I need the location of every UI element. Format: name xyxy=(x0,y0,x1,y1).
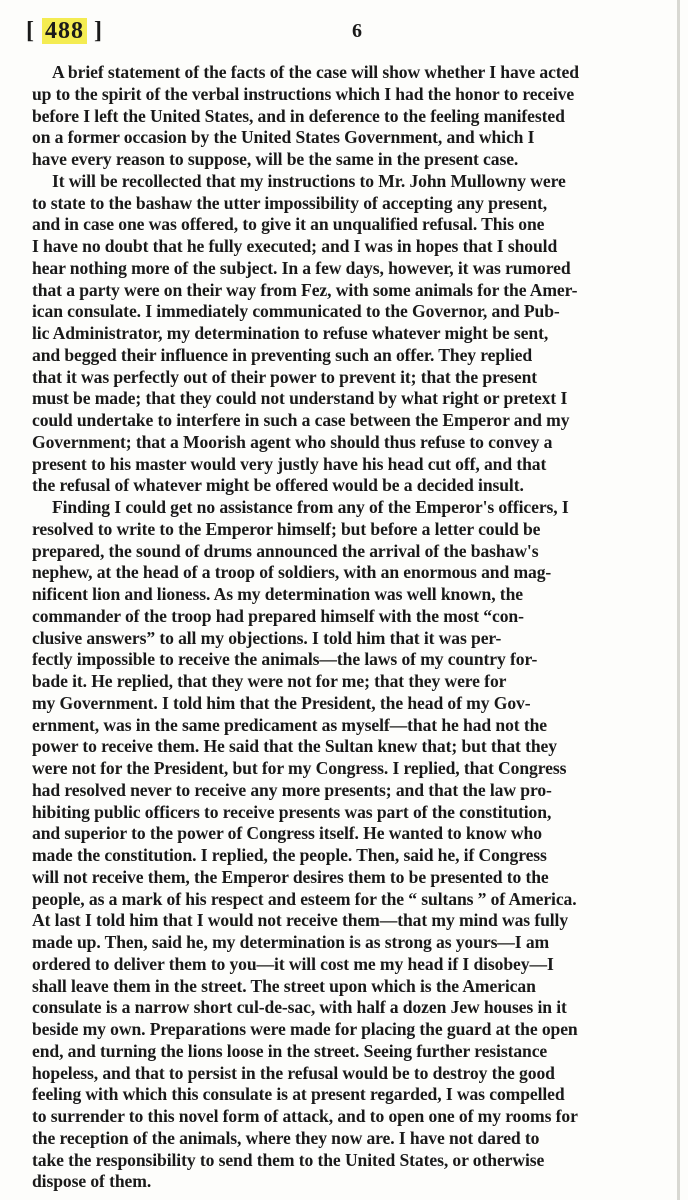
text-line: nephew, at the head of a troop of soldiers, with an enormous and mag- xyxy=(32,562,552,583)
text-line: It will be recollected that my instructions to Mr. John Mullowny were xyxy=(52,170,566,191)
text-line: people, as a mark of his respect and esteem for the “ sultans ” of America. xyxy=(32,888,577,909)
text-line: my Government. I told him that the President, the head of my Gov- xyxy=(32,692,531,713)
text-line: on a former occasion by the United States Government, and which I xyxy=(32,127,535,148)
text-line: and superior to the power of Congress itself. He wanted to know who xyxy=(32,823,542,844)
text-line: bade it. He replied, that they were not for me; that they were for xyxy=(32,671,507,691)
text-line: to state to the bashaw the utter impossibility of accepting any present, xyxy=(32,192,548,213)
text-line: resolved to write to the Emperor himself; but before a letter could be xyxy=(32,518,541,539)
text-line: must be made; that they could not understand by what right or pretext I xyxy=(32,388,568,409)
text-line: that it was perfectly out of their power to prevent it; that the present xyxy=(32,366,538,387)
text-line: At last I told him that I would not receive them—that my mind was fully xyxy=(32,910,569,931)
text-line: dispose of them. xyxy=(32,1171,152,1192)
text-line: up to the spirit of the verbal instructions which I had the honor to receive xyxy=(32,83,575,104)
bracket-open: [ xyxy=(26,18,42,44)
page-number: 6 xyxy=(352,20,362,42)
text-line: take the responsibility to send them to the United States, or otherwise xyxy=(32,1149,545,1170)
text-line: have every reason to suppose, will be the same in the present case. xyxy=(32,149,519,169)
bracket-close: ] xyxy=(87,18,103,44)
text-line: present to his master would very justly have his head cut off, and that xyxy=(32,453,547,474)
text-line: ordered to deliver them to you—it will cost me my head if I disobey—I xyxy=(32,953,554,974)
text-line: prepared, the sound of drums announced the arrival of the bashaw's xyxy=(32,540,539,561)
text-line: feeling with which this consulate is at present regarded, I was compelled xyxy=(32,1084,565,1105)
text-line: clusive answers” to all my objections. I told him that it was per- xyxy=(32,627,502,648)
text-line: consulate is a narrow short cul-de-sac, with half a dozen Jew houses in it xyxy=(32,997,567,1018)
document-number-highlight: 488 xyxy=(42,18,87,44)
text-line: to surrender to this novel form of attack, and to open one of my rooms for xyxy=(32,1106,578,1126)
text-line: hopeless, and that to persist in the refusal would be to destroy the good xyxy=(32,1062,555,1083)
text-line: will not receive them, the Emperor desires them to be presented to the xyxy=(32,866,549,887)
text-line: I have no doubt that he fully executed; and I was in hopes that I should xyxy=(32,236,558,256)
text-line: made up. Then, said he, my determination is as strong as yours—I am xyxy=(32,932,550,952)
text-line: end, and turning the lions loose in the street. Seeing further resistance xyxy=(32,1040,548,1061)
text-line: commander of the troop had prepared himself with the most “con- xyxy=(32,605,524,626)
text-line: that a party were on their way from Fez, with some animals for the Amer- xyxy=(32,279,578,300)
text-line: and in case one was offered, to give it an unqualified refusal. This one xyxy=(32,214,545,235)
text-line: had resolved never to receive any more presents; and that the law pro- xyxy=(32,779,552,800)
text-line: power to receive them. He said that the Sultan knew that; but that they xyxy=(32,736,557,757)
text-line: were not for the President, but for my Congress. I replied, that Congress xyxy=(32,758,567,778)
body-text xyxy=(32,62,680,1193)
text-line: shall leave them in the street. The street upon which is the American xyxy=(32,975,536,996)
text-line: nificent lion and lioness. As my determination was well known, the xyxy=(32,584,523,604)
text-line: and begged their influence in preventing such an offer. They replied xyxy=(32,344,533,365)
text-line: Government; that a Moorish agent who should thus refuse to convey a xyxy=(32,431,553,452)
document-number xyxy=(26,18,103,45)
text-line: lic Administrator, my determination to refuse whatever might be sent, xyxy=(32,323,549,343)
text-line: fectly impossible to receive the animals—the laws of my country for- xyxy=(32,649,538,670)
text-line: could undertake to interfere in such a case between the Emperor and my xyxy=(32,410,570,430)
text-line: the refusal of whatever might be offered would be a decided insult. xyxy=(32,475,524,496)
text-line: before I left the United States, and in deference to the feeling manifested xyxy=(32,105,565,126)
text-line: the reception of the animals, where they now are. I have not dared to xyxy=(32,1127,540,1148)
text-line: made the constitution. I replied, the people. Then, said he, if Congress xyxy=(32,845,547,865)
page-header xyxy=(0,18,688,52)
text-line: Finding I could get no assistance from any of the Emperor's officers, I xyxy=(52,497,569,517)
text-line: beside my own. Preparations were made for placing the guard at the open xyxy=(32,1019,578,1039)
text-line: hear nothing more of the subject. In a few days, however, it was rumored xyxy=(32,257,571,278)
text-line: ernment, was in the same predicament as myself—that he had not the xyxy=(32,714,547,735)
text-line: hibiting public officers to receive presents was part of the constitution, xyxy=(32,801,552,822)
text-line: A brief statement of the facts of the case will show whether I have acted xyxy=(52,62,579,82)
text-line: ican consulate. I immediately communicated to the Governor, and Pub- xyxy=(32,301,560,322)
